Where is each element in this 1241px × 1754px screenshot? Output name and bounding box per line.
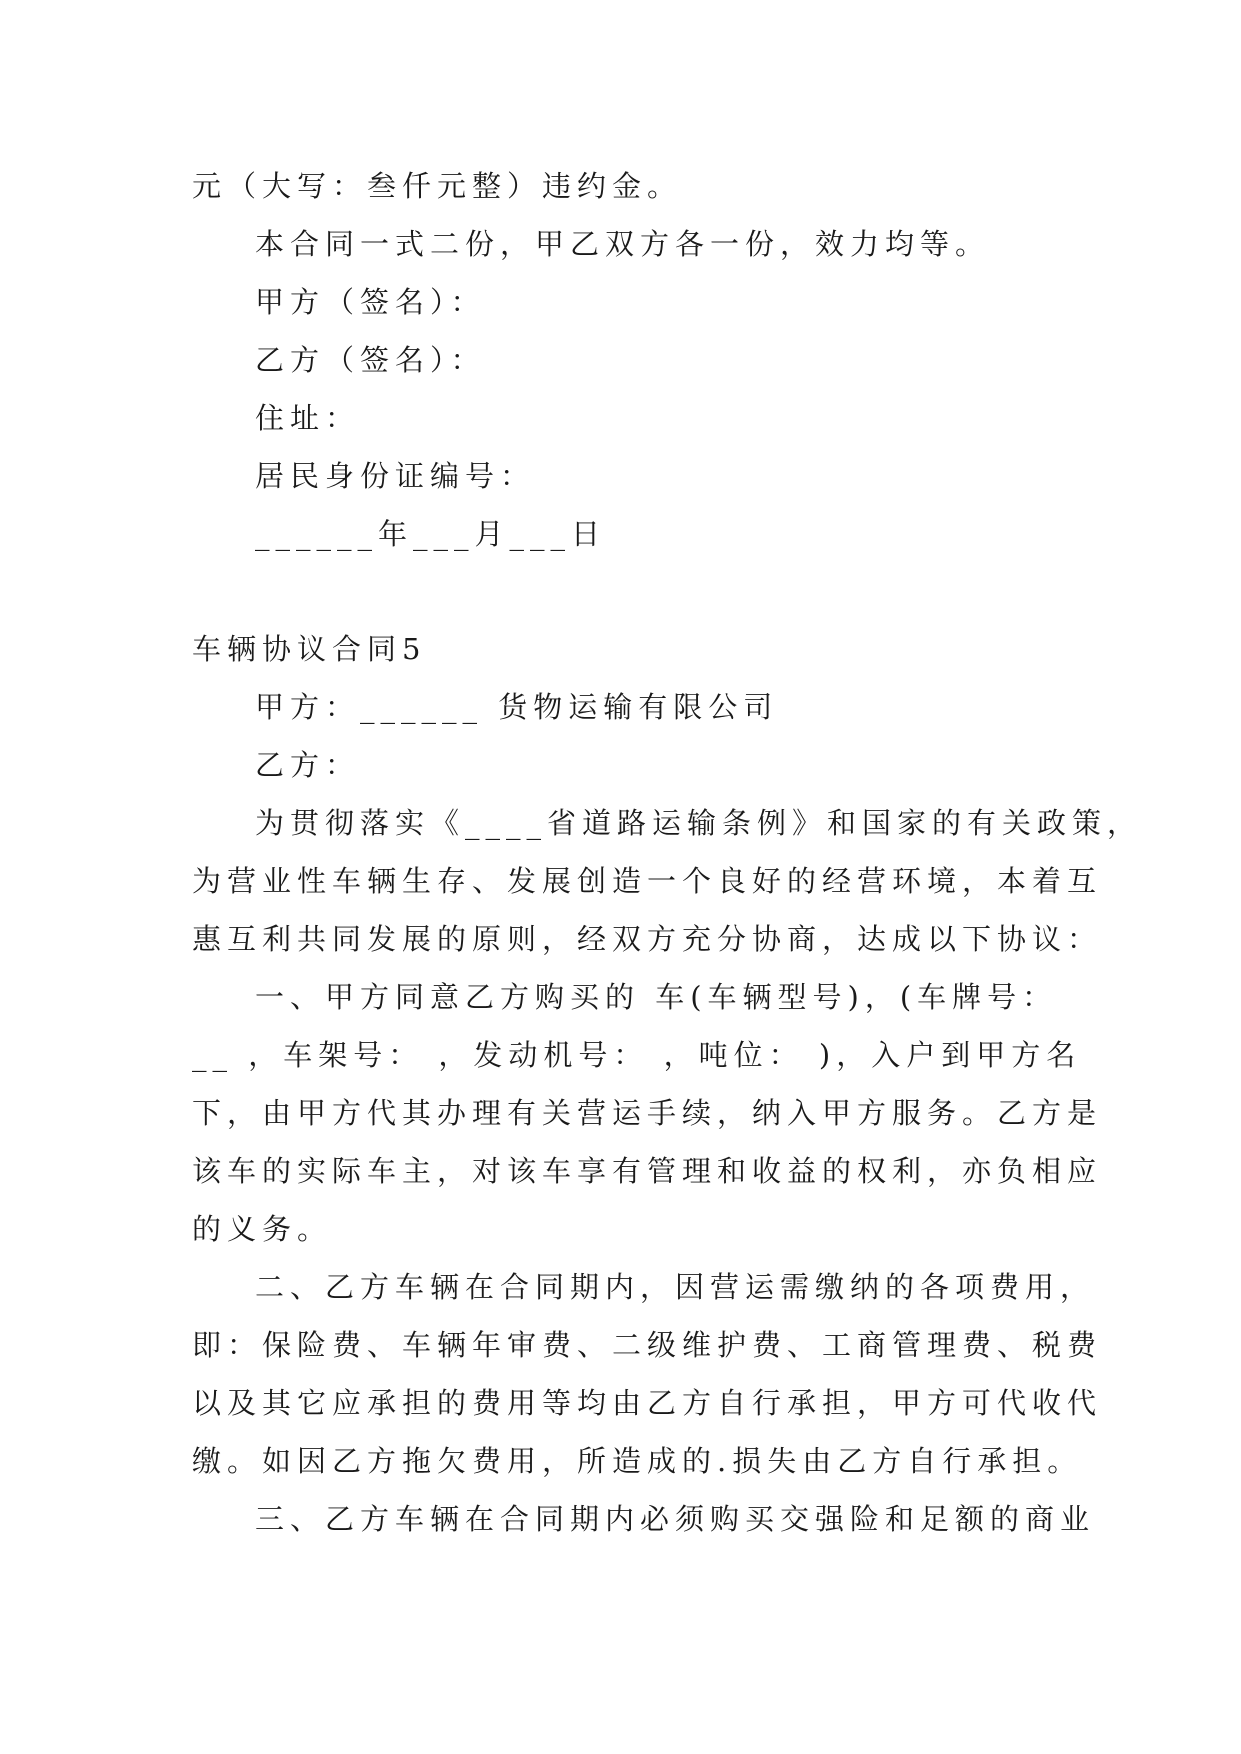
- clause-1-line-2: __ ，车架号： ，发动机号： ，吨位： )，入户到甲方名: [192, 1038, 1082, 1072]
- text-line-party-b-signature: 乙方（签名）：: [255, 343, 486, 377]
- paragraph-intro-line-1: 为贯彻落实《____省道路运输条例》和国家的有关政策，: [255, 806, 1143, 840]
- clause-1-line-4: 该车的实际车主，对该车享有管理和收益的权利，亦负相应: [192, 1154, 1103, 1188]
- text-line-date: ______年___月___日: [255, 517, 607, 551]
- text-line-party-b: 乙方：: [255, 748, 361, 782]
- clause-2-line-3: 以及其它应承担的费用等均由乙方自行承担，甲方可代收代: [192, 1386, 1103, 1420]
- text-line-address: 住址：: [255, 401, 361, 435]
- text-line-copies: 本合同一式二份，甲乙双方各一份，效力均等。: [255, 227, 991, 261]
- clause-3-line-1: 三、乙方车辆在合同期内必须购买交强险和足额的商业: [255, 1502, 1096, 1536]
- text-line-id-number: 居民身份证编号：: [255, 459, 536, 493]
- clause-1-line-5: 的义务。: [192, 1212, 333, 1246]
- clause-1-line-1: 一、甲方同意乙方购买的 车(车辆型号)，(车牌号：: [255, 980, 1058, 1014]
- clause-1-line-3: 下，由甲方代其办理有关营运手续，纳入甲方服务。乙方是: [192, 1096, 1103, 1130]
- text-line-party-a: 甲方：______ 货物运输有限公司: [255, 690, 779, 724]
- clause-2-line-1: 二、乙方车辆在合同期内，因营运需缴纳的各项费用，: [255, 1270, 1096, 1304]
- paragraph-intro-line-3: 惠互利共同发展的原则，经双方充分协商，达成以下协议：: [192, 922, 1103, 956]
- paragraph-intro-line-2: 为营业性车辆生存、发展创造一个良好的经营环境，本着互: [192, 864, 1103, 898]
- clause-2-line-4: 缴。如因乙方拖欠费用，所造成的.损失由乙方自行承担。: [192, 1444, 1083, 1478]
- text-line-penalty: 元（大写：叁仟元整）违约金。: [192, 169, 683, 203]
- text-line-party-a-signature: 甲方（签名）：: [255, 285, 486, 319]
- clause-2-line-2: 即：保险费、车辆年审费、二级维护费、工商管理费、税费: [192, 1328, 1103, 1362]
- section-title: 车辆协议合同5: [192, 632, 427, 666]
